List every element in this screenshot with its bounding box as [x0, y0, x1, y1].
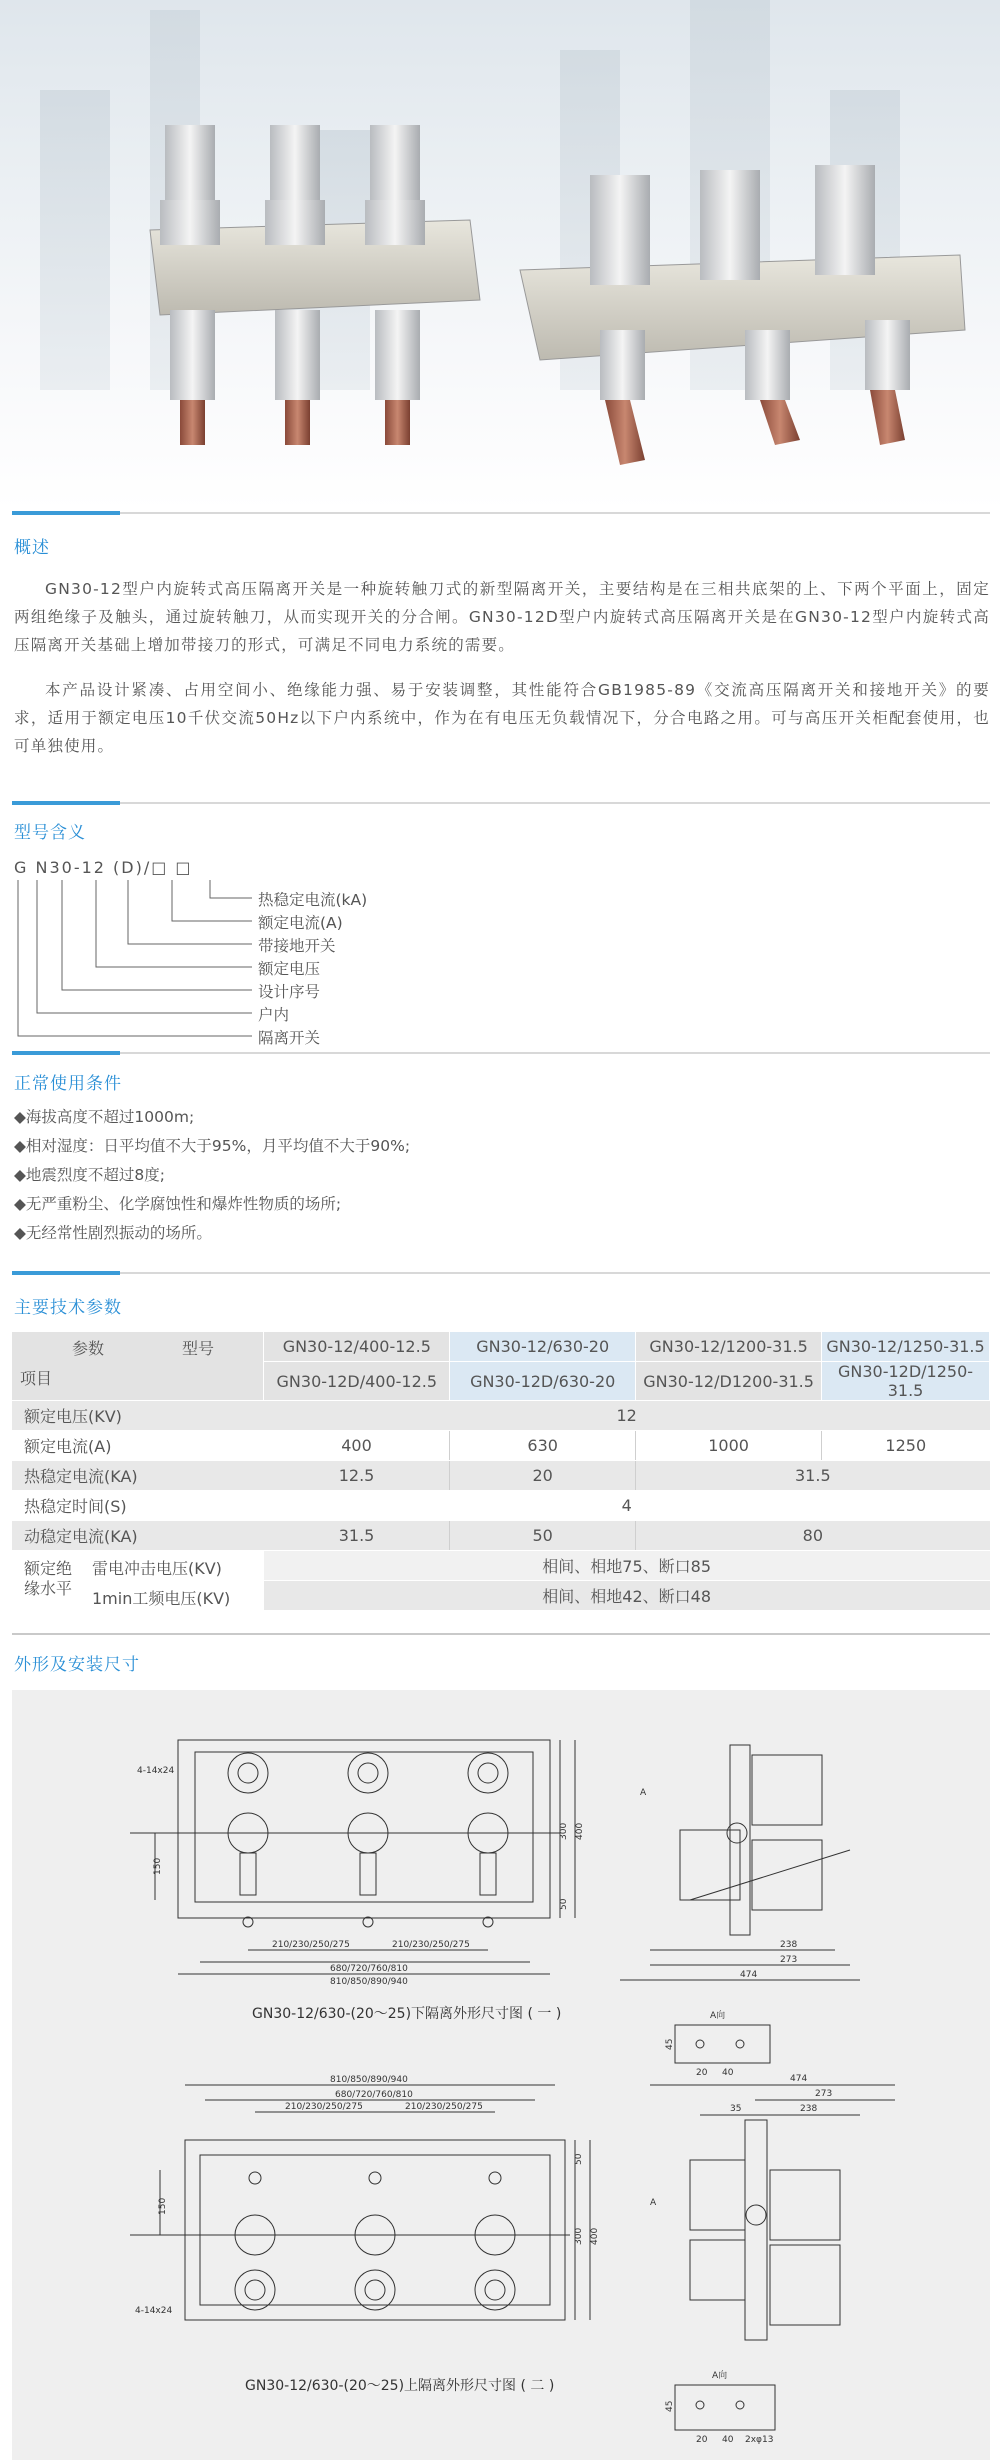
- overview-paragraph-2: 本产品设计紧凑、占用空间小、绝缘能力强、易于安装调整，其性能符合GB1985-89《交流高压隔离开关和接地开关》的要求，适用于额定电压10千伏交流50Hz以下户内系统中，作为在有电压无负载情况下，分合电路之用。可与高压开关柜配套使用，也可单独使用。: [14, 681, 990, 755]
- dim-label: 810/850/890/940: [330, 2075, 408, 2085]
- dim-label: 20: [696, 2435, 708, 2445]
- drawing-caption-1: GN30-12/630-(20～25)下隔离外形尺寸图 ( 一 ): [252, 2006, 562, 2022]
- dim-label: 210/230/250/275: [285, 2102, 363, 2112]
- dim-label: 810/850/890/940: [330, 1977, 408, 1987]
- cell-value: 12: [264, 1401, 990, 1431]
- header-model: 型号: [182, 1339, 215, 1358]
- model-label-disconnector: 隔离开关: [258, 1029, 321, 1047]
- insulation-label-line1: 额定绝: [24, 1559, 73, 1578]
- cell-value: 400: [264, 1431, 450, 1461]
- cell-value: 4: [264, 1491, 990, 1521]
- cell-value: 1250: [822, 1431, 990, 1461]
- overview-paragraph-1: GN30-12型户内旋转式高压隔离开关是一种旋转触刀式的新型隔离开关，主要结构是在三相共底架的上、下两个平面上，固定两组绝缘子及触头，通过旋转触刀，从而实现开关的分合闸。GN30-12D型户内旋转式高压隔离开关是在GN30-12型户内旋转式高压隔离开关基础上增加带接刀的形式，可满足不同电力系统的需要。: [14, 580, 990, 654]
- cell-value: 12.5: [264, 1461, 450, 1491]
- dim-label: 400: [575, 1822, 585, 1840]
- cell-value: 31.5: [264, 1521, 450, 1551]
- model-label-design-number: 设计序号: [258, 983, 321, 1001]
- dim-label: 40: [722, 2068, 734, 2078]
- cell-value: 相间、相地42、断口48: [264, 1581, 990, 1611]
- dim-label: 45: [665, 2400, 675, 2412]
- dim-label: 680/720/760/810: [335, 2090, 413, 2100]
- model-header: GN30-12/D1200-31.5: [636, 1362, 822, 1401]
- section-title-drawings: 外形及安装尺寸: [14, 1655, 140, 1675]
- cell-value: 31.5: [636, 1461, 990, 1491]
- cell-value: 20: [450, 1461, 636, 1491]
- condition-item: ◆地震烈度不超过8度;: [14, 1166, 166, 1184]
- dim-label: 273: [815, 2089, 833, 2099]
- dim-label: 474: [790, 2074, 808, 2084]
- condition-item: ◆无经常性剧烈振动的场所。: [14, 1224, 212, 1242]
- row-label: 热稳定电流(KA): [12, 1461, 264, 1491]
- header-param: 参数: [72, 1339, 105, 1358]
- row-label: 热稳定时间(S): [12, 1491, 264, 1521]
- dim-label: 45: [665, 2038, 675, 2050]
- cell-value: 50: [450, 1521, 636, 1551]
- header-item: 项目: [20, 1369, 53, 1388]
- dim-label: A: [640, 1788, 647, 1798]
- cell-value: 630: [450, 1431, 636, 1461]
- condition-item: ◆无严重粉尘、化学腐蚀性和爆炸性物质的场所;: [14, 1195, 342, 1213]
- model-label-indoor: 户内: [258, 1006, 290, 1024]
- row-label-lightning: 雷电冲击电压(KV): [92, 1559, 222, 1578]
- model-header: GN30-12/400-12.5: [264, 1332, 450, 1362]
- dim-label: 40: [722, 2435, 734, 2445]
- model-header: GN30-12D/1250-31.5: [822, 1362, 990, 1401]
- dim-label: 210/230/250/275: [392, 1940, 470, 1950]
- dim-label: 300: [574, 2227, 584, 2245]
- dim-label: 150: [158, 2197, 168, 2215]
- model-code: G N30-12 (D)/□ □: [14, 858, 193, 877]
- row-label-power: 1min工频电压(KV): [92, 1589, 231, 1608]
- row-label: 额定电压(KV): [12, 1401, 264, 1431]
- condition-item: ◆海拔高度不超过1000m;: [14, 1108, 195, 1126]
- dim-label: 273: [780, 1955, 798, 1965]
- row-label: 动稳定电流(KA): [12, 1521, 264, 1551]
- dim-label: 474: [740, 1970, 758, 1980]
- dim-label: A: [650, 2198, 657, 2208]
- dim-label: 300: [559, 1822, 569, 1840]
- dim-label: 4-14x24: [137, 1766, 175, 1776]
- model-header: GN30-12/1200-31.5: [636, 1332, 822, 1362]
- model-header: GN30-12/1250-31.5: [822, 1332, 990, 1362]
- dim-label: A向: [712, 2371, 728, 2381]
- insulation-label-line2: 缘水平: [24, 1579, 73, 1598]
- section-title-overview: 概述: [14, 538, 50, 558]
- dim-label: A向: [710, 2011, 726, 2021]
- dim-label: 4-14x24: [135, 2306, 173, 2316]
- cell-value: 相间、相地75、断口85: [264, 1551, 990, 1581]
- dim-label: 50: [559, 1898, 569, 1910]
- dim-label: 210/230/250/275: [272, 1940, 350, 1950]
- cell-value: 1000: [636, 1431, 822, 1461]
- dim-label: 680/720/760/810: [330, 1964, 408, 1974]
- dim-label: 238: [800, 2104, 818, 2114]
- section-title-model: 型号含义: [14, 823, 86, 843]
- dim-label: 150: [153, 1857, 163, 1875]
- model-header: GN30-12D/400-12.5: [264, 1362, 450, 1401]
- model-header: GN30-12D/630-20: [450, 1362, 636, 1401]
- dim-label: 238: [780, 1940, 798, 1950]
- section-title-conditions: 正常使用条件: [14, 1074, 122, 1094]
- dim-label: 2xφ13: [745, 2435, 774, 2445]
- drawing-caption-2: GN30-12/630-(20～25)上隔离外形尺寸图 ( 二 ): [245, 2378, 555, 2394]
- row-label: 额定电流(A): [12, 1431, 264, 1461]
- model-header: GN30-12/630-20: [450, 1332, 636, 1362]
- dim-label: 400: [590, 2227, 600, 2245]
- dim-label: 35: [730, 2104, 742, 2114]
- model-label-rated-current: 额定电流(A): [258, 914, 343, 932]
- dim-label: 20: [696, 2068, 708, 2078]
- section-title-params: 主要技术参数: [14, 1298, 122, 1318]
- model-label-rated-voltage: 额定电压: [258, 960, 321, 978]
- condition-item: ◆相对湿度：日平均值不大于95%，月平均值不大于90%;: [14, 1137, 411, 1155]
- model-label-earthing-switch: 带接地开关: [258, 937, 336, 955]
- model-label-thermal-current: 热稳定电流(kA): [258, 891, 368, 909]
- dim-label: 210/230/250/275: [405, 2102, 483, 2112]
- dim-label: 50: [574, 2153, 584, 2165]
- cell-value: 80: [636, 1521, 990, 1551]
